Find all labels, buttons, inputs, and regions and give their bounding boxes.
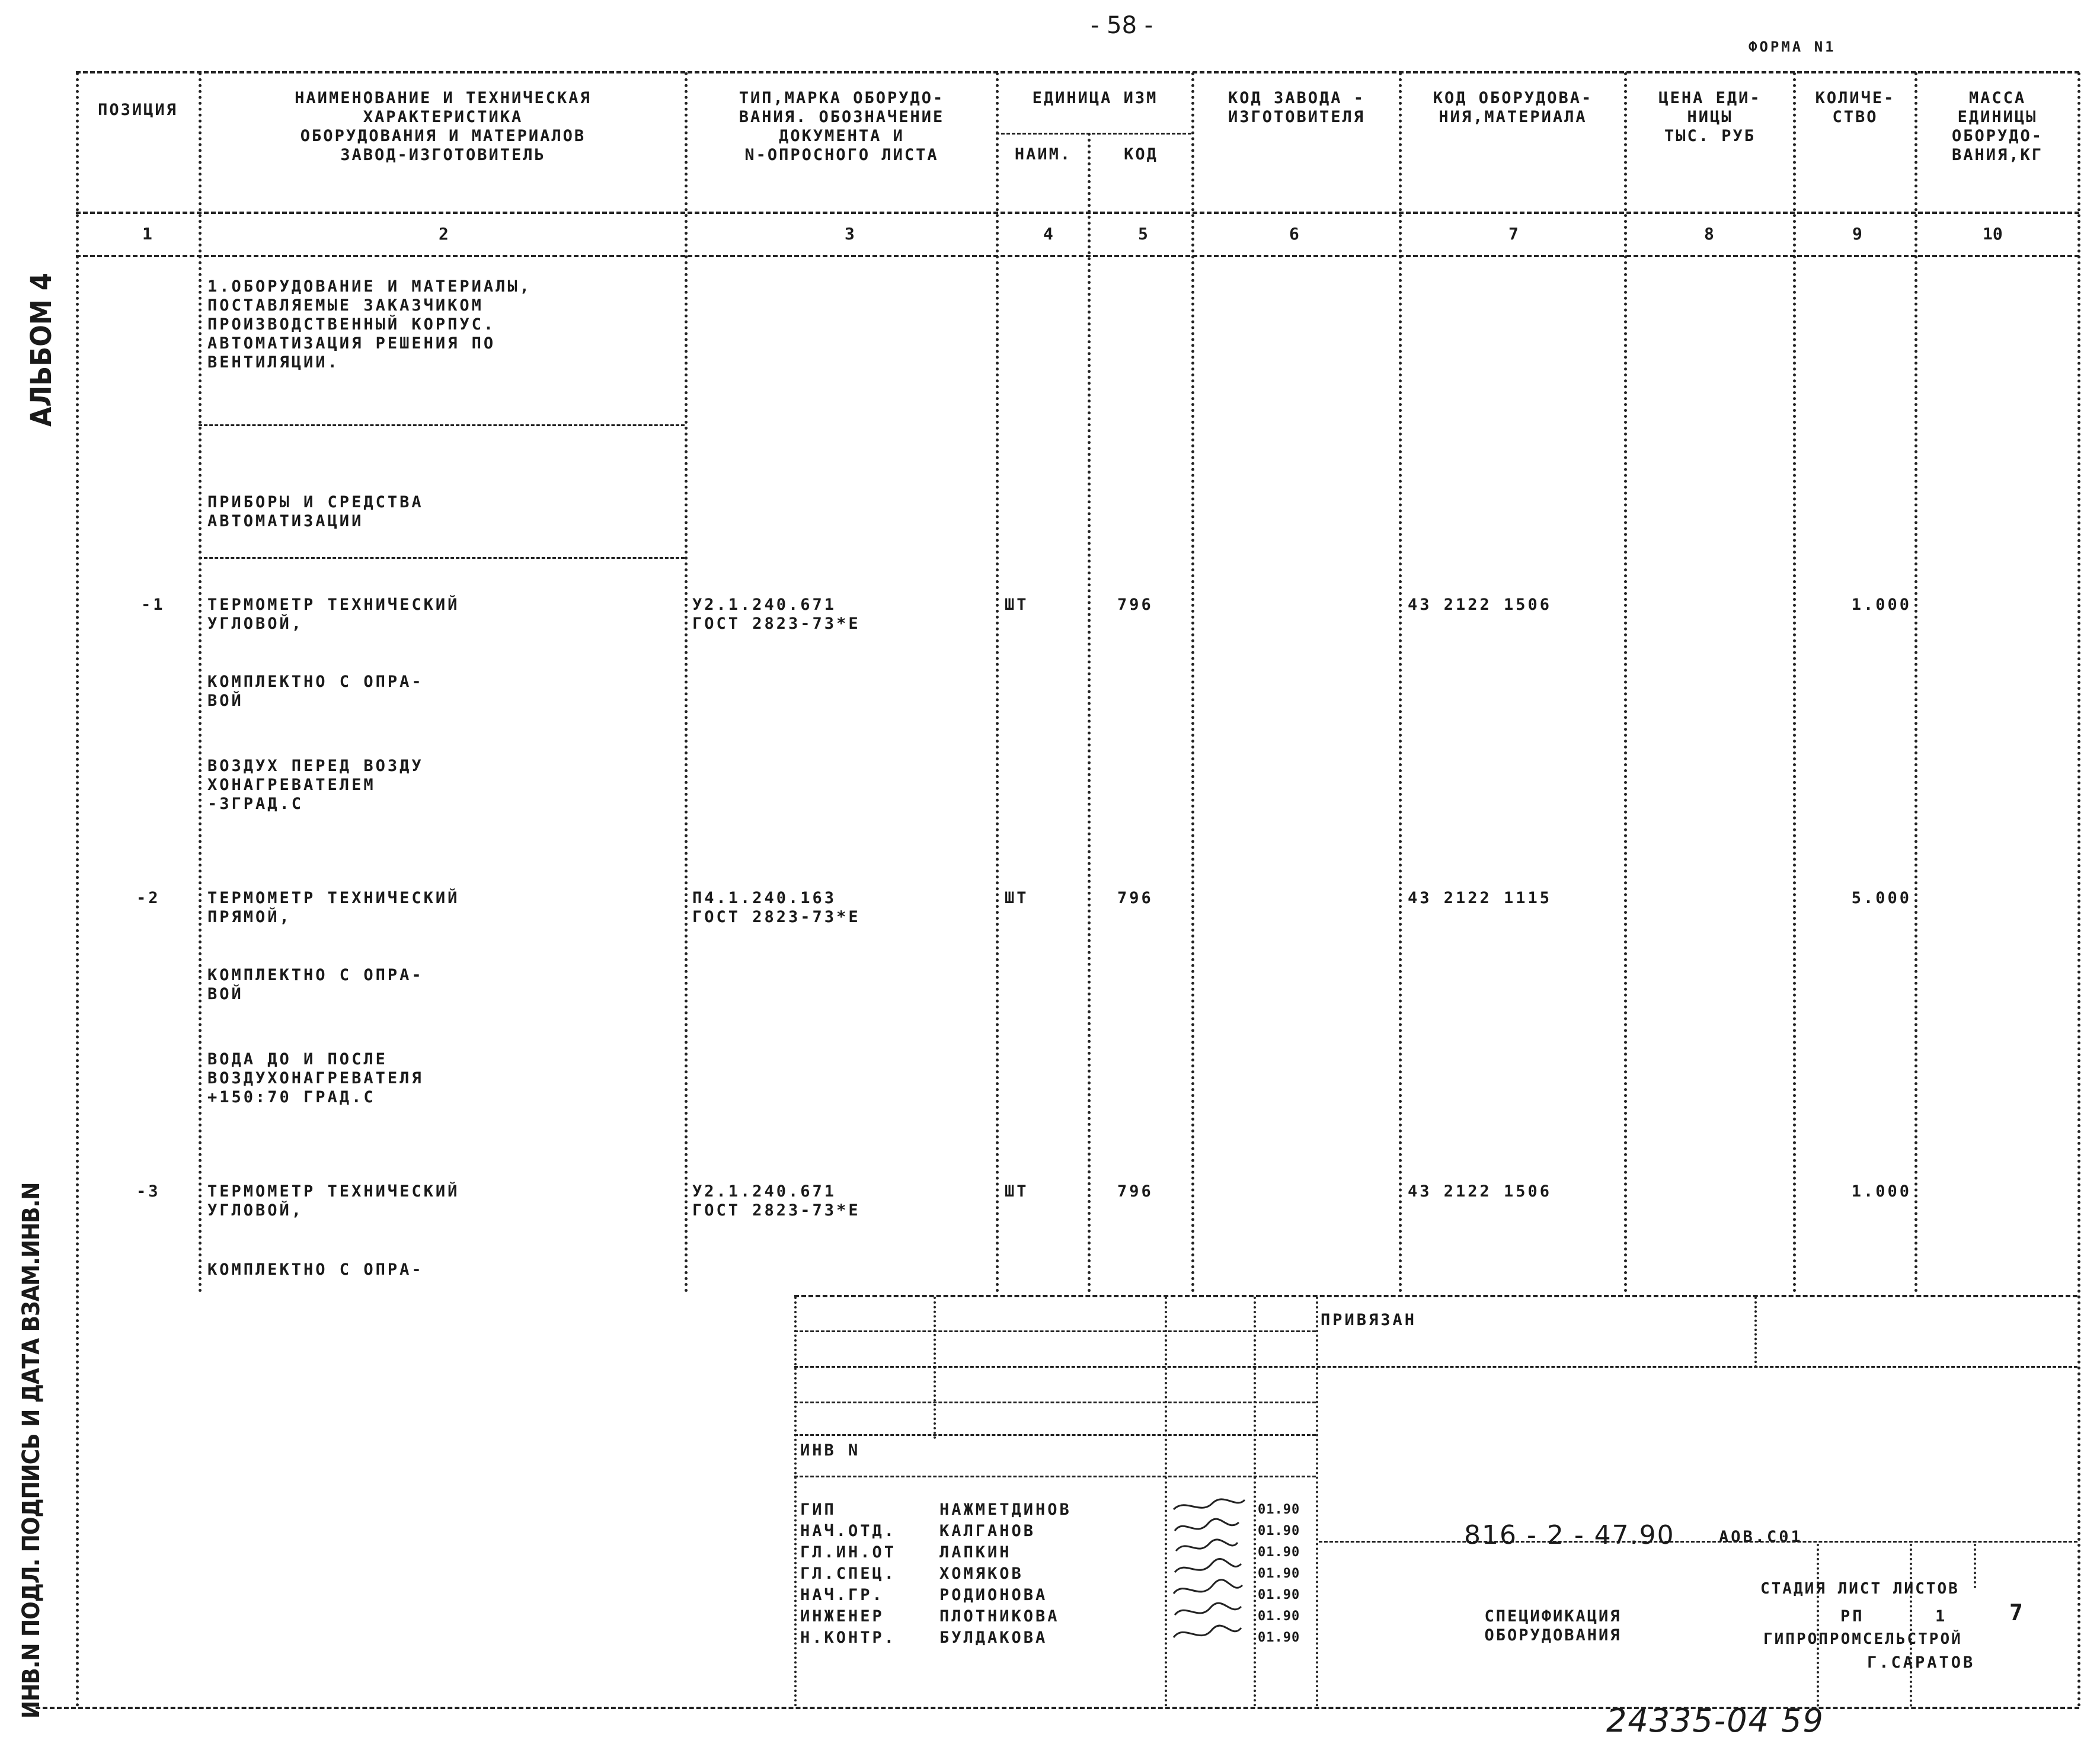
rule-numbers-bottom	[76, 255, 2079, 257]
rule-unit-split	[996, 133, 1191, 135]
item-1-position: -1	[141, 596, 165, 614]
stamp-name-3: ЛАПКИН	[939, 1543, 1012, 1562]
col-header-name: НАИМЕНОВАНИЕ И ТЕХНИЧЕСКАЯ ХАРАКТЕРИСТИКА ОБОРУДОВАНИЯ И МАТЕРИАЛОВ ЗАВОД-ИЗГОТОВИТЕЛЬ	[295, 89, 592, 164]
col-div-8	[1793, 72, 1796, 1293]
item-3-unit: ШТ	[1005, 1182, 1029, 1201]
col-div-9	[1914, 72, 1917, 1293]
item-1-equipment-code: 43 2122 1506	[1408, 596, 1552, 614]
item-2-unit-code: 796	[1117, 889, 1153, 907]
stamp-date-2: 01.90	[1258, 1524, 1300, 1538]
col-header-equip-code: КОД ОБОРУДОВА- НИЯ,МАТЕРИАЛА	[1433, 89, 1593, 126]
col-border-right	[2077, 72, 2080, 1708]
col-div-3	[996, 72, 999, 1293]
signature-mark	[1174, 1580, 1242, 1594]
stamp-name-1: НАЖМЕТДИНОВ	[939, 1501, 1072, 1519]
item-1-type: У2.1.240.671 ГОСТ 2823-73*Е	[692, 596, 861, 633]
stamp-name-4: ХОМЯКОВ	[939, 1565, 1024, 1583]
stamp-date-5: 01.90	[1258, 1588, 1300, 1602]
sheets-total: 7	[2009, 1599, 2025, 1626]
col-div-2	[685, 72, 688, 1293]
stamp-role-1: ГИП	[800, 1501, 836, 1519]
col-header-type: ТИП,МАРКА ОБОРУДО- ВАНИЯ. ОБОЗНАЧЕНИЕ ДОКУМЕНТА И N-ОПРОСНОГО ЛИСТА	[739, 89, 945, 164]
stamp-name-7: БУЛДАКОВА	[939, 1629, 1048, 1647]
signature-mark	[1176, 1540, 1238, 1551]
item-1-medium: ВОЗДУХ ПЕРЕД ВОЗДУ ХОНАГРЕВАТЕЛЕМ -3ГРАД.С	[207, 757, 424, 813]
stamp-role-3: ГЛ.ИН.ОТ	[800, 1543, 897, 1562]
signature-mark	[1175, 1519, 1239, 1531]
organization-city: Г.САРАТОВ	[1867, 1653, 1976, 1672]
col-header-price: ЦЕНА ЕДИ- НИЦЫ ТЫС. РУБ	[1658, 89, 1762, 145]
col-number-10: 10	[1983, 224, 2003, 244]
col-number-2: 2	[439, 224, 449, 244]
stamp-role-4: ГЛ.СПЕЦ.	[800, 1565, 897, 1583]
item-3-note: КОМПЛЕКТНО С ОПРА-	[207, 1260, 424, 1279]
item-2-quantity: 5.000	[1851, 889, 1912, 907]
col-div-7	[1624, 72, 1627, 1293]
form-label: ФОРМА N1	[1749, 39, 1836, 55]
stamp-name-6: ПЛОТНИКОВА	[939, 1607, 1060, 1626]
item-1-name: ТЕРМОМЕТР ТЕХНИЧЕСКИЙ УГЛОВОЙ,	[207, 596, 460, 633]
footer-handwritten-number: 24335-04 59	[1606, 1702, 1824, 1739]
stamp-name-5: РОДИОНОВА	[939, 1586, 1048, 1604]
signature-mark	[1175, 1559, 1241, 1572]
rule-section2	[199, 557, 685, 559]
item-1-unit: ШТ	[1005, 596, 1029, 614]
col-border-left	[76, 72, 79, 1708]
col-number-9: 9	[1852, 224, 1862, 244]
col-div-4	[1088, 133, 1091, 1293]
section-title-equipment: 1.ОБОРУДОВАНИЕ И МАТЕРИАЛЫ, ПОСТАВЛЯЕМЫЕ ЗАКАЗЧИКОМ ПРОИЗВОДСТВЕННЫЙ КОРПУС. АВТОМАТИЗАЦИЯ РЕШЕНИЯ ПО ВЕНТИЛЯЦИИ.	[207, 277, 532, 372]
stamp-role-5: НАЧ.ГР.	[800, 1586, 884, 1604]
col-div-6	[1399, 72, 1402, 1293]
item-2-unit: ШТ	[1005, 889, 1029, 907]
item-2-name: ТЕРМОМЕТР ТЕХНИЧЕСКИЙ ПРЯМОЙ,	[207, 889, 460, 926]
item-2-note: КОМПЛЕКТНО С ОПРА- ВОЙ	[207, 966, 424, 1003]
col-number-7: 7	[1508, 224, 1519, 244]
col-div-1	[199, 72, 202, 1293]
item-1-note: КОМПЛЕКТНО С ОПРА- ВОЙ	[207, 673, 424, 710]
item-3-name: ТЕРМОМЕТР ТЕХНИЧЕСКИЙ УГЛОВОЙ,	[207, 1182, 460, 1220]
stamp-date-3: 01.90	[1258, 1545, 1300, 1560]
signature-mark	[1174, 1626, 1241, 1637]
signatures	[1168, 1496, 1251, 1650]
col-number-1: 1	[142, 224, 152, 244]
signature-mark	[1174, 1499, 1245, 1509]
stamp-role-6: ИНЖЕНЕР	[800, 1607, 884, 1626]
organization: ГИПРОПРОМСЕЛЬСТРОЙ	[1763, 1630, 1962, 1648]
rule-section1	[199, 424, 685, 426]
project-suffix: АОВ.С01	[1719, 1528, 1803, 1546]
col-header-unit-code: КОД	[1124, 145, 1158, 164]
stamp-role-2: НАЧ.ОТД.	[800, 1522, 897, 1540]
project-code: 816 - 2 - 47.90	[1464, 1520, 1675, 1550]
col-number-3: 3	[845, 224, 855, 244]
item-2-type: П4.1.240.163 ГОСТ 2823-73*Е	[692, 889, 861, 926]
stage-value: РП	[1840, 1607, 1865, 1626]
item-3-equipment-code: 43 2122 1506	[1408, 1182, 1552, 1201]
col-number-5: 5	[1138, 224, 1148, 244]
item-2-medium: ВОДА ДО И ПОСЛЕ ВОЗДУХОНАГРЕВАТЕЛЯ +150:70 ГРАД.С	[207, 1050, 424, 1106]
col-number-4: 4	[1043, 224, 1053, 244]
stamp-date-1: 01.90	[1258, 1502, 1300, 1517]
item-1-quantity: 1.000	[1851, 596, 1912, 614]
section-title-instruments: ПРИБОРЫ И СРЕДСТВА АВТОМАТИЗАЦИИ	[207, 493, 424, 530]
col-header-unit: ЕДИНИЦА ИЗМ	[1032, 89, 1158, 107]
col-header-quantity: КОЛИЧЕ- СТВО	[1815, 89, 1896, 126]
item-3-position: -3	[136, 1182, 161, 1201]
stamp-date-6: 01.90	[1258, 1609, 1300, 1624]
document-title: СПЕЦИФИКАЦИЯ ОБОРУДОВАНИЯ	[1484, 1607, 1622, 1645]
col-header-unit-name: НАИМ.	[1014, 145, 1072, 164]
inv-number-label: ИНВ N	[800, 1441, 861, 1460]
sheet-value: 1	[1935, 1607, 1948, 1626]
rule-top	[76, 71, 2079, 73]
stamp-role-7: Н.КОНТР.	[800, 1629, 897, 1647]
item-3-unit-code: 796	[1117, 1182, 1153, 1201]
rule-header-bottom	[76, 212, 2079, 214]
col-header-position: ПОЗИЦИЯ	[98, 101, 178, 119]
col-div-5	[1191, 72, 1194, 1293]
col-number-8: 8	[1704, 224, 1714, 244]
stage-header: СТАДИЯ ЛИСТ ЛИСТОВ	[1760, 1580, 1960, 1598]
stamp-date-4: 01.90	[1258, 1566, 1300, 1581]
album-label: АЛЬБОМ 4	[25, 273, 58, 427]
stamp-date-7: 01.90	[1258, 1630, 1300, 1645]
item-3-type: У2.1.240.671 ГОСТ 2823-73*Е	[692, 1182, 861, 1220]
item-3-quantity: 1.000	[1851, 1182, 1912, 1201]
col-header-mass: МАССА ЕДИНИЦЫ ОБОРУДО- ВАНИЯ,КГ	[1951, 89, 2044, 164]
col-number-6: 6	[1289, 224, 1299, 244]
item-2-equipment-code: 43 2122 1115	[1408, 889, 1552, 907]
signature-mark	[1175, 1603, 1241, 1615]
col-header-factory-code: КОД ЗАВОДА - ИЗГОТОВИТЕЛЯ	[1228, 89, 1366, 126]
item-1-unit-code: 796	[1117, 596, 1153, 614]
stamp-name-2: КАЛГАНОВ	[939, 1522, 1036, 1540]
stamp-side-label: ИНВ.N ПОДЛ. ПОДПИСЬ И ДАТА ВЗАМ.ИНВ.N	[18, 1182, 45, 1719]
page-number: - 58 -	[1091, 12, 1153, 39]
item-2-position: -2	[136, 889, 161, 907]
privyazan-label: ПРИВЯЗАН	[1321, 1311, 1417, 1329]
